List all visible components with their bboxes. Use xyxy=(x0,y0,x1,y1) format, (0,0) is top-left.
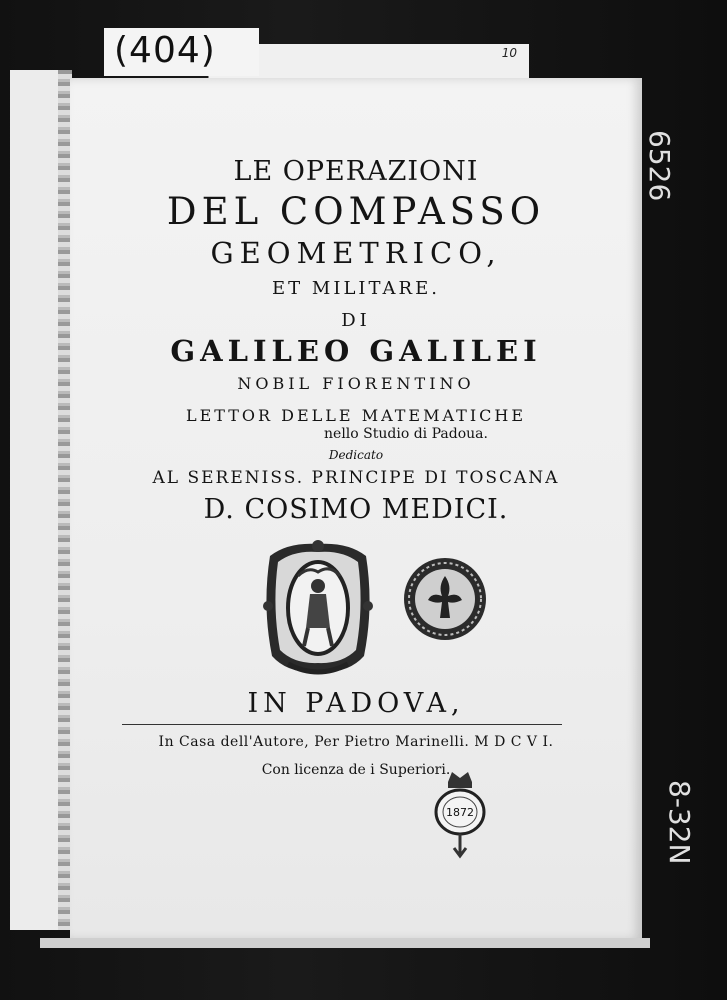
dedication-label: Dedicato xyxy=(328,448,384,462)
title-line-3: GEOMETRICO, xyxy=(210,236,502,270)
imprint-license: Con licenza de i Superiori. xyxy=(261,762,451,778)
author-title: LETTOR DELLE MATEMATICHE xyxy=(185,406,527,425)
call-number-slip xyxy=(104,28,259,76)
title-line-2: DEL COMPASSO xyxy=(166,190,546,233)
imprint-city: IN PADOVA, xyxy=(247,688,465,719)
dedicatee-name: D. COSIMO MEDICI. xyxy=(203,494,509,525)
author-name: GALILEO GALILEI xyxy=(170,334,542,368)
ruler-number: 10 xyxy=(501,46,517,60)
imprint-publisher: In Casa dell'Autore, Per Pietro Marinelli. M D C V I. xyxy=(158,734,554,750)
crowned-shelf-stamp xyxy=(430,768,490,860)
imprint-rule xyxy=(122,724,562,725)
title-line-4: ET MILITARE. xyxy=(272,278,440,299)
side-note-bottom: 8-32N xyxy=(663,780,696,865)
author-institution: nello Studio di Padoua. xyxy=(324,426,488,442)
page-bottom-edge xyxy=(40,938,650,948)
title-line-1: LE OPERAZIONI xyxy=(233,156,479,187)
author-origin: NOBIL FIORENTINO xyxy=(237,374,475,393)
title-line-5: DI xyxy=(341,310,371,331)
title-page xyxy=(70,78,642,940)
printer-device-emblem xyxy=(258,536,378,676)
call-number-text: (404) xyxy=(114,30,216,71)
dedication-line: AL SERENISS. PRINCIPE DI TOSCANA xyxy=(152,468,560,488)
shelf-stamp-number: 1872 xyxy=(446,806,474,819)
side-note-top: 6526 xyxy=(643,130,676,202)
library-seal-stamp xyxy=(402,556,488,642)
